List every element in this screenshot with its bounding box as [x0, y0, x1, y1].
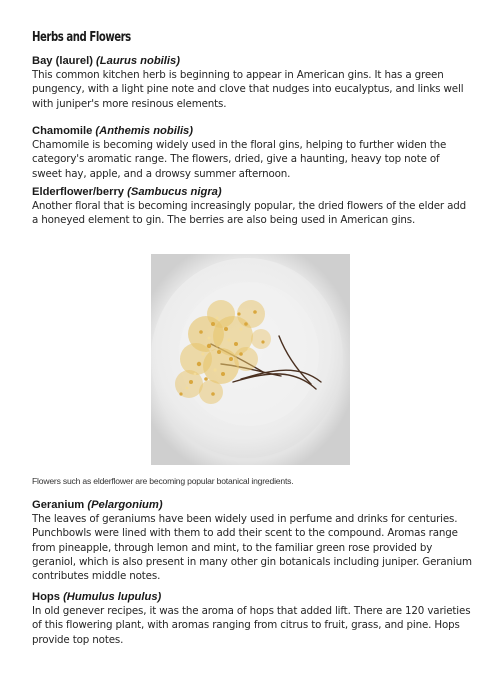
entry-name: Bay (laurel) [32, 55, 97, 67]
entry-heading [32, 590, 472, 604]
entry-name: Chamomile [32, 125, 96, 137]
entry-latin-name: (Laurus nobilis) [96, 55, 180, 67]
elderflower-plate-image [151, 254, 350, 465]
entry-heading [32, 124, 472, 138]
entry-geranium [32, 498, 472, 583]
entry-heading [32, 54, 472, 68]
entry-latin-name: (Sambucus nigra) [127, 186, 222, 198]
entry-body: In old genever recipes, it was the aroma of hops that added lift. There are 120 varieties of this flowering plant, with aromas ranging from citrus to fruit, grass, and pine. Hops provide top notes. [32, 605, 471, 646]
entry-body: Another floral that is becoming increasingly popular, the dried flowers of the elder add a honeyed element to gin. The berries are also being used in American gins. [32, 200, 467, 227]
entry-body: The leaves of geraniums have been widely used in perfume and drinks for centuries. Punchbowls were lined with them to add their scent to the compound. Aromas range from pineapple, through lemon and mint, to the familiar green rose provided by geraniol, which is also present in many other gin botanicals including juniper. Geranium contributes middle notes. [32, 513, 472, 583]
elderflower-photo [151, 254, 350, 465]
entry-bay [32, 54, 472, 111]
entry-heading [32, 498, 472, 512]
section-title: Herbs and Flowers [32, 30, 131, 45]
entry-elderflower [32, 185, 472, 228]
entry-name: Hops [32, 591, 64, 603]
entry-chamomile [32, 124, 472, 181]
entry-hops [32, 590, 472, 647]
entry-name: Elderflower/berry [32, 186, 128, 198]
entry-latin-name: (Pelargonium) [87, 499, 163, 511]
entry-body: This common kitchen herb is beginning to appear in American gins. It has a green pungency, with a light pine note and clove that nudges into eucalyptus, and links well with juniper's more resinous elements. [32, 69, 464, 110]
entry-body: Chamomile is becoming widely used in the floral gins, helping to further widen the category's aromatic range. The flowers, dried, give a haunting, heavy top note of sweet hay, apple, and a drowsy summer afternoon. [32, 139, 447, 180]
entry-name: Geranium [32, 499, 88, 511]
entry-latin-name: (Humulus lupulus) [63, 591, 162, 603]
figure-caption: Flowers such as elderflower are becoming popular botanical ingredients. [32, 476, 294, 486]
entry-heading [32, 185, 472, 199]
entry-latin-name: (Anthemis nobilis) [95, 125, 194, 137]
